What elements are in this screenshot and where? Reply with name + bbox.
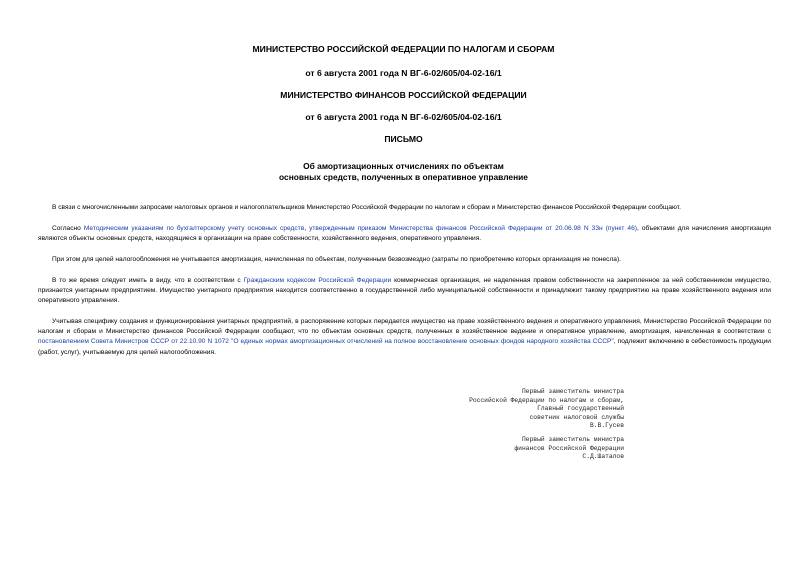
signature-line: советник налоговой службы bbox=[529, 413, 624, 421]
ministry-tax-heading: МИНИСТЕРСТВО РОССИЙСКОЙ ФЕДЕРАЦИИ ПО НАЛОГАМ И СБОРАМ bbox=[252, 44, 555, 54]
paragraph-2-text: , bbox=[304, 225, 310, 232]
link-civil-code[interactable]: Гражданским кодексом Российской Федерации bbox=[243, 277, 392, 284]
paragraph-4 bbox=[38, 276, 771, 307]
date-number-1: от 6 августа 2001 года N ВГ-6-02/605/04-02-16/1 bbox=[305, 68, 502, 78]
paragraph-2-text: Согласно bbox=[52, 225, 84, 232]
paragraph-4-text: В то же время следует иметь в виду, что в соответствии с bbox=[52, 277, 244, 284]
paragraph-2 bbox=[38, 224, 771, 244]
signatory-name: С.Д.Шаталов bbox=[582, 453, 624, 461]
signature-line: Первый заместитель министра bbox=[521, 436, 624, 443]
subject-line-1: Об амортизационных отчислениях по объектам bbox=[303, 161, 504, 171]
signature-block-1 bbox=[469, 388, 624, 431]
link-methodological-guidelines[interactable]: Методическим указаниям по бухгалтерскому учету основных средств bbox=[83, 225, 305, 232]
paragraph-3: При этом для целей налогообложения не учитывается амортизация, начисленная по объектам, полученным безвозмездно (затраты по приобретению которых организация не понесла). bbox=[52, 256, 622, 263]
signature-block-2 bbox=[514, 436, 624, 462]
paragraph-2-text: , объектами для начисления амортизации являются объекты основных средств, находящиеся в организации на праве собственности, хозяйственного ведения, оперативного управления. bbox=[38, 225, 771, 243]
signature-line: Российской Федерации по налогам и сборам, bbox=[469, 396, 624, 404]
document-subject bbox=[40, 161, 767, 183]
signatory-name: В.В.Гусев bbox=[589, 422, 624, 430]
signature-line: Первый заместитель министра bbox=[521, 388, 624, 395]
paragraph-5 bbox=[38, 317, 771, 358]
link-council-of-ministers-resolution[interactable]: постановлением Совета Министров СССР от 22.10.90 N 1072 "О единых нормах амортизационных отчислений на полное восстановление основных фондов народного хозяйства СССР" bbox=[38, 338, 614, 346]
signature-line: Главный государственный bbox=[537, 405, 624, 413]
paragraph-5-text: Учитывая специфику создания и функционирования унитарных предприятий, в распоряжение которых передается имущество на праве хозяйственного ведения и оперативного управления, Министерство Российской Федерации по налогам и сборам и Министерство финансов Российской Федерации сообщают, что по объектам основных средств, полученных в хозяйственное ведение и оперативное управление, амортизация, начисленная в соответствии с bbox=[38, 318, 771, 336]
paragraph-1: В связи с многочисленными запросами налоговых органов и налогоплательщиков Министерство Российской Федерации по налогам и сборам и Министерство финансов Российской Федерации сообщают. bbox=[52, 204, 681, 211]
paragraph-4-text: коммерческая организация, не наделенная правом собственности на закрепленное за ней собственником имущество, признается унитарным предприятием. Имущество унитарного предприятия находится соответственно в государственной либо муниципальной собственности и принадлежит такому предприятию на праве хозяйственного ведения или оперативного управления. bbox=[38, 277, 771, 305]
ministry-finance-heading: МИНИСТЕРСТВО ФИНАНСОВ РОССИЙСКОЙ ФЕДЕРАЦИИ bbox=[280, 90, 527, 100]
subject-line-2: основных средств, полученных в оперативное управление bbox=[279, 172, 528, 182]
document-type-heading: ПИСЬМО bbox=[384, 134, 423, 144]
signature-line: финансов Российской Федерации bbox=[514, 444, 624, 452]
link-clause-46[interactable]: (пункт 46) bbox=[605, 225, 637, 232]
paragraph-5-text: , подлежит включению в себестоимость продукции (работ, услуг), учитываемую для целей налогообложения. bbox=[38, 338, 771, 356]
link-minfin-order[interactable]: утвержденным приказом Министерства финансов Российской Федерации от 20.06.98 N 33н bbox=[309, 225, 603, 232]
date-number-2: от 6 августа 2001 года N ВГ-6-02/605/04-02-16/1 bbox=[305, 112, 502, 122]
